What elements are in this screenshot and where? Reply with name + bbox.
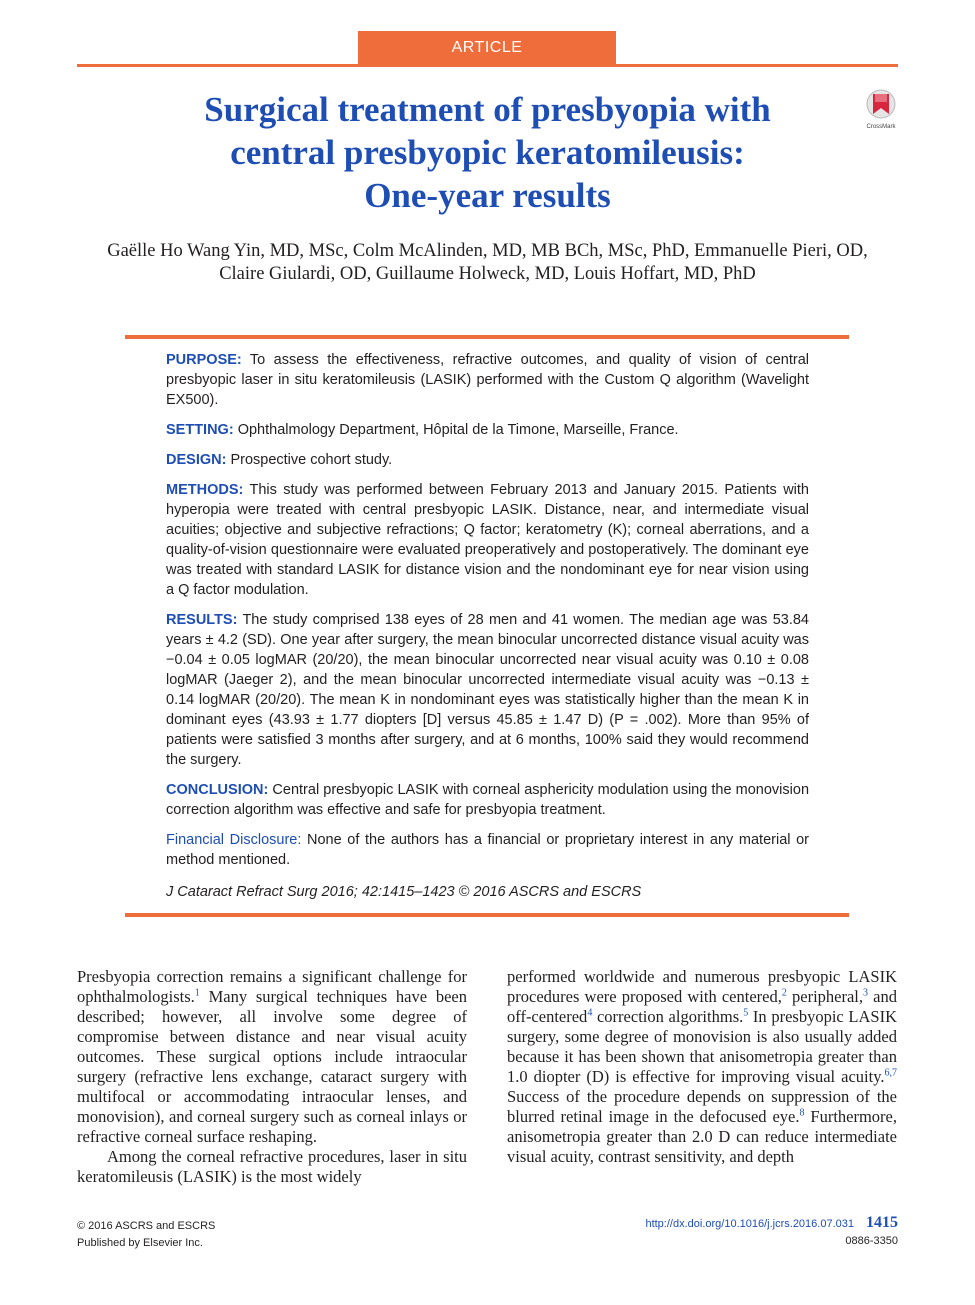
body-column-right <box>507 967 897 1167</box>
reference-link[interactable]: 5 <box>743 1007 749 1019</box>
footer-left <box>77 1218 215 1252</box>
abstract-bottom-rule <box>125 913 849 917</box>
reference-link[interactable]: 8 <box>799 1107 805 1119</box>
header-rule <box>77 64 898 67</box>
author-list <box>70 240 905 286</box>
body-text: Success of the procedure depends on suppression of the blurred retinal image in the defocused eye. <box>507 1087 897 1126</box>
body-text: Furthermore, anisometropia greater than 2.0 D can reduce intermediate visual acuity, contrast sensitivity, and depth <box>507 1107 897 1166</box>
reference-link[interactable]: 2 <box>781 987 787 999</box>
purpose-text: To assess the effectiveness, refractive outcomes, and quality of vision of central presbyopic laser in situ keratomileusis (LASIK) performed with the Custom Q algorithm (Wavelight EX500). <box>166 352 809 408</box>
abstract-purpose <box>166 350 809 410</box>
body-text: Presbyopia correction remains a significant challenge for ophthalmologists. <box>77 967 467 1006</box>
footer-right <box>645 1214 898 1250</box>
conclusion-label: CONCLUSION: <box>166 782 269 798</box>
body-text: peripheral, <box>786 987 864 1006</box>
footer-publisher: Published by Elsevier Inc. <box>77 1237 203 1249</box>
disclosure-text: None of the authors has a financial or proprietary interest in any material or method mentioned. <box>166 832 809 868</box>
conclusion-text: Central presbyopic LASIK with corneal asphericity modulation using the monovision correction algorithm was effective and safe for presbyopia treatment. <box>166 782 810 818</box>
body-paragraph <box>507 967 897 1167</box>
abstract-setting <box>166 420 809 440</box>
abstract-disclosure <box>166 830 809 870</box>
body-text: correction algorithms. <box>592 1007 744 1026</box>
methods-text: This study was performed between February 2013 and January 2015. Patients with hyperopia were treated with central presbyopic LASIK. Distance, near, and intermediate visual acuities; objective and subjective refractions; Q factor; keratometry (K); corneal aberrations, and a quality-of-vision questionnaire were evaluated preoperatively and postoperatively. The dominant eye was treated with standard LASIK for distance vision and the nondominant eye for near vision using a Q factor modulation. <box>166 482 809 598</box>
design-label: DESIGN: <box>166 452 227 468</box>
page-number: 1415 <box>866 1214 898 1231</box>
issn: 0886-3350 <box>845 1235 898 1247</box>
authors-line-2: Claire Giulardi, OD, Guillaume Holweck, MD, Louis Hoffart, MD, PhD <box>219 264 756 284</box>
title-line-3: One-year results <box>364 176 611 215</box>
body-paragraph: Among the corneal refractive procedures, laser in situ keratomileusis (LASIK) is the most widely <box>77 1147 467 1186</box>
methods-label: METHODS: <box>166 482 244 498</box>
title-line-1: Surgical treatment of presbyopia with <box>204 90 771 129</box>
body-text: Many surgical techniques have been described; however, all involve some degree of compromise between distance and near visual acuity outcomes. These surgical options include intraocular surgery (refractive lens exchange, cataract surgery with multifocal or accommodating intraocular lenses, and monovision), and corneal surgery such as corneal inlays or refractive corneal surface reshaping. <box>77 987 467 1146</box>
body-text: performed worldwide and numerous presbyopic LASIK procedures were proposed with centered, <box>507 967 897 1006</box>
abstract-conclusion <box>166 780 809 820</box>
abstract <box>166 350 809 912</box>
reference-link[interactable]: 6,7 <box>884 1067 897 1079</box>
article-title <box>120 88 855 217</box>
setting-label: SETTING: <box>166 422 234 438</box>
setting-text: Ophthalmology Department, Hôpital de la Timone, Marseille, France. <box>237 422 679 438</box>
reference-link[interactable]: 3 <box>863 987 869 999</box>
abstract-methods <box>166 480 809 600</box>
body-text: In presbyopic LASIK surgery, some degree of monovision is also usually added because it has been shown that anisometropia greater than 1.0 diopter (D) is effective for improving visual acuity. <box>507 1007 897 1086</box>
crossmark-label: CrossMark <box>866 124 896 130</box>
body-paragraph <box>77 967 467 1147</box>
abstract-design <box>166 450 809 470</box>
crossmark-icon[interactable] <box>862 88 900 130</box>
footer-copyright: © 2016 ASCRS and ESCRS <box>77 1220 216 1232</box>
authors-line-1: Gaëlle Ho Wang Yin, MD, MSc, Colm McAlinden, MD, MB BCh, MSc, PhD, Emmanuelle Pieri, OD, <box>107 241 868 261</box>
doi-link[interactable]: http://dx.doi.org/10.1016/j.jcrs.2016.07.031 <box>645 1218 854 1230</box>
journal-citation: J Cataract Refract Surg 2016; 42:1415–1423 © 2016 ASCRS and ESCRS <box>166 884 642 900</box>
abstract-results <box>166 610 809 770</box>
disclosure-label: Financial Disclosure: <box>166 832 302 848</box>
results-label: RESULTS: <box>166 612 238 628</box>
reference-link[interactable]: 1 <box>194 987 200 999</box>
body-text: and off-centered <box>507 987 897 1026</box>
title-line-2: central presbyopic keratomileusis: <box>230 133 745 172</box>
purpose-label: PURPOSE: <box>166 352 242 368</box>
design-text: Prospective cohort study. <box>230 452 393 468</box>
results-text: The study comprised 138 eyes of 28 men and 41 women. The median age was 53.84 years ± 4.2 (SD). One year after surgery, the mean binocular uncorrected distance visual acuity was −0.04 ± 0.05 logMAR (20/20), the mean binocular uncorrected near visual acuity was 0.10 ± 0.08 logMAR (Jaeger 2), and the mean binocular uncorrected intermediate visual acuity was −0.13 ± 0.14 logMAR (20/20). The mean K in nondominant eyes was statistically higher than the mean K in dominant eyes (43.93 ± 1.77 diopters [D] versus 45.85 ± 1.47 D) (P = .002). More than 95% of patients were satisfied 3 months after surgery, and at 6 months, 100% said they would recommend the surgery. <box>166 612 809 768</box>
abstract-top-rule <box>125 335 849 339</box>
reference-link[interactable]: 4 <box>587 1007 593 1019</box>
section-tab: ARTICLE <box>358 31 616 65</box>
body-column-left <box>77 967 467 1187</box>
